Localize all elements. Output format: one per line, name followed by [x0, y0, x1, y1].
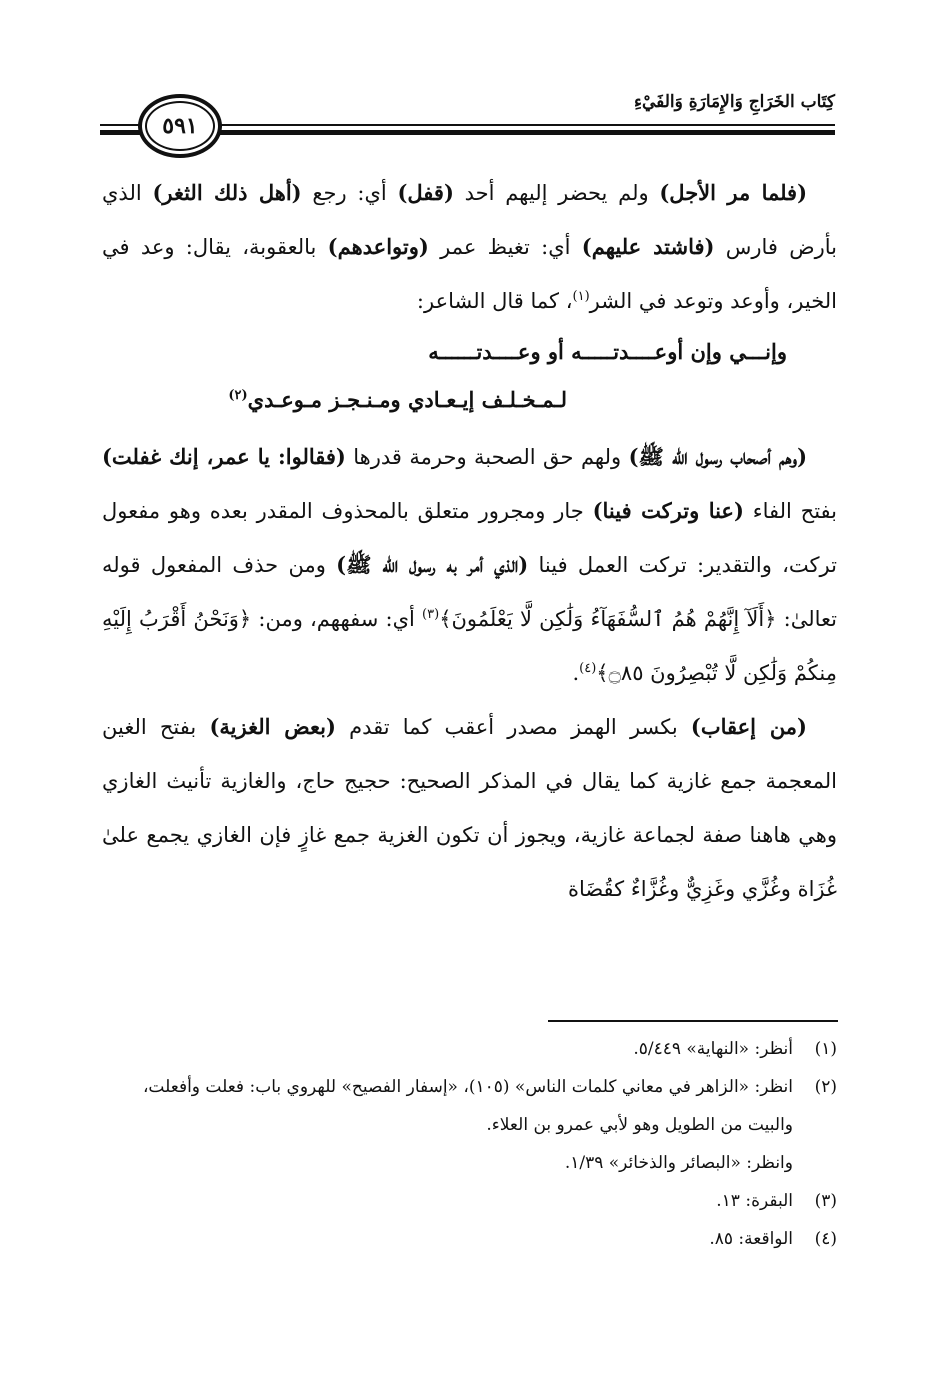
footnote-number: (٢): [814, 1077, 837, 1097]
verse-line-1: وإنـــي وإن أوعــــدتـــــه أو وعــــدتــــــه: [428, 339, 787, 364]
book-title: كِتَاب الخَرَاجِ وَالإِمَارَةِ وَالفَيْءِ: [624, 92, 835, 112]
quoted-text: (بعض الغزية): [209, 714, 336, 739]
quoted-text: (فقالوا: يا عمر، إنك غفلت): [102, 444, 346, 469]
footnote: [102, 1068, 837, 1144]
quoted-text: (عنا وتركت فينا): [592, 498, 744, 523]
quoted-text: (فاشتد عليهم): [581, 234, 715, 259]
footnotes: [102, 1030, 837, 1258]
footnote-ref[interactable]: (١): [572, 289, 590, 304]
footnote-text: البقرة: ١٣.: [716, 1191, 793, 1211]
quran-verse: ﴿أَلَآ إِنَّهُمْ هُمُ ٱلسُّفَهَآءُ وَلَٰكِن لَّا يَعْلَمُونَ﴾: [439, 607, 777, 631]
footnote-ref[interactable]: (٤): [579, 661, 597, 676]
footnote: [102, 1182, 837, 1220]
footnote-continuation: وانظر: «البصائر والذخائر» ١/٣٩.: [564, 1153, 793, 1173]
commentary-text: أي: تغيظ عمر: [428, 235, 582, 259]
commentary-text: أي: رجع: [301, 181, 398, 205]
verse-line-2: [102, 376, 837, 424]
quoted-text: (قفل): [397, 180, 454, 205]
paragraph-2: [102, 430, 837, 700]
page-number-ornament: [138, 94, 222, 158]
footnote-number: (٣): [814, 1191, 837, 1211]
page-header: [100, 88, 835, 168]
verse-text: لـمـخـلـف إيـعـادي ومـنـجـز مـوعـدي: [247, 387, 567, 412]
header-rule-thick: [220, 130, 835, 135]
commentary-text: جار ومجرور متعلق بالمحذوف المقدر بعده وهو مفعول تركت، والتقدير: تركت العمل فينا: [102, 499, 837, 577]
header-rule-left-thick: [100, 130, 140, 135]
commentary-text: بكسر الهمز مصدر أعقب كما تقدم: [335, 715, 691, 739]
commentary-text: ولهم حق الصحبة وحرمة قدرها: [345, 445, 629, 469]
header-rule: [220, 124, 835, 126]
main-text: [102, 166, 837, 916]
commentary-text: ، كما قال الشاعر:: [416, 289, 573, 313]
footnote-separator: [548, 1020, 838, 1022]
quoted-text: (وهم أصحاب رسول الله ﷺ): [628, 444, 808, 469]
footnote: [102, 1220, 837, 1258]
footnote-number: (٤): [814, 1229, 837, 1249]
footnote-text: الواقعة: ٨٥.: [709, 1229, 793, 1249]
header-rule-left: [100, 124, 140, 126]
commentary-text: بفتح الغين المعجمة جمع غازية كما يقال في المذكر الصحيح: حجيج حاج، والغازية تأنيث الغازي وهي هاهنا صفة لجماعة غازية، ويجوز أن تكون الغزية جمع غازٍ فإن الغازي يجمع علىٰ غُزَاة وغُزَّي وغَزِيٌّ وغُزَّاءٌ كقُضَاة: [102, 715, 837, 901]
page-number: ٥٩١: [145, 101, 215, 151]
commentary-text: .: [572, 661, 580, 685]
quoted-text: (الذي أمر به رسول الله ﷺ): [336, 552, 529, 577]
quoted-text: (وتواعدهم): [327, 234, 429, 259]
footnote: [102, 1030, 837, 1068]
quran-verse: ﴿وَنَحْنُ أَقْرَبُ إِلَيْهِ مِنكُمْ وَلَٰكِن لَّا تُبْصِرُونَ ۝٨٥﴾: [102, 607, 837, 685]
commentary-text: الذي بأرض فارس: [102, 181, 837, 259]
quoted-text: (فلما مر الأجل): [659, 180, 808, 205]
paragraph-3: [102, 700, 837, 916]
footnote-ref[interactable]: (٢): [228, 388, 248, 403]
commentary-text: بالعقوبة، يقال: وعد في الخير، وأوعد وتوعد في الشر: [102, 235, 837, 313]
quoted-text: (أهل ذلك الثغر): [152, 180, 302, 205]
commentary-text: ومن حذف المفعول قوله تعالىٰ:: [102, 553, 837, 631]
footnote-number: (١): [814, 1039, 837, 1059]
footnote-text: أنظر: «النهاية» ٥/٤٤٩.: [633, 1039, 793, 1059]
footnote-ref[interactable]: (٣): [422, 607, 440, 622]
paragraph-1: [102, 166, 837, 328]
commentary-text: بفتح الفاء: [743, 499, 838, 523]
quoted-text: (من إعقاب): [690, 714, 807, 739]
commentary-text: أي: سفههم، ومن:: [251, 607, 423, 631]
footnote-text: انظر: «الزاهر في معاني كلمات الناس» (١٠٥)، «إسفار الفصيح» للهروي باب: فعلت وأفعلت، والبيت من الطويل وهو لأبي عمرو بن العلاء.: [142, 1077, 793, 1135]
commentary-text: ولم يحضر إليهم أحد: [453, 181, 660, 205]
